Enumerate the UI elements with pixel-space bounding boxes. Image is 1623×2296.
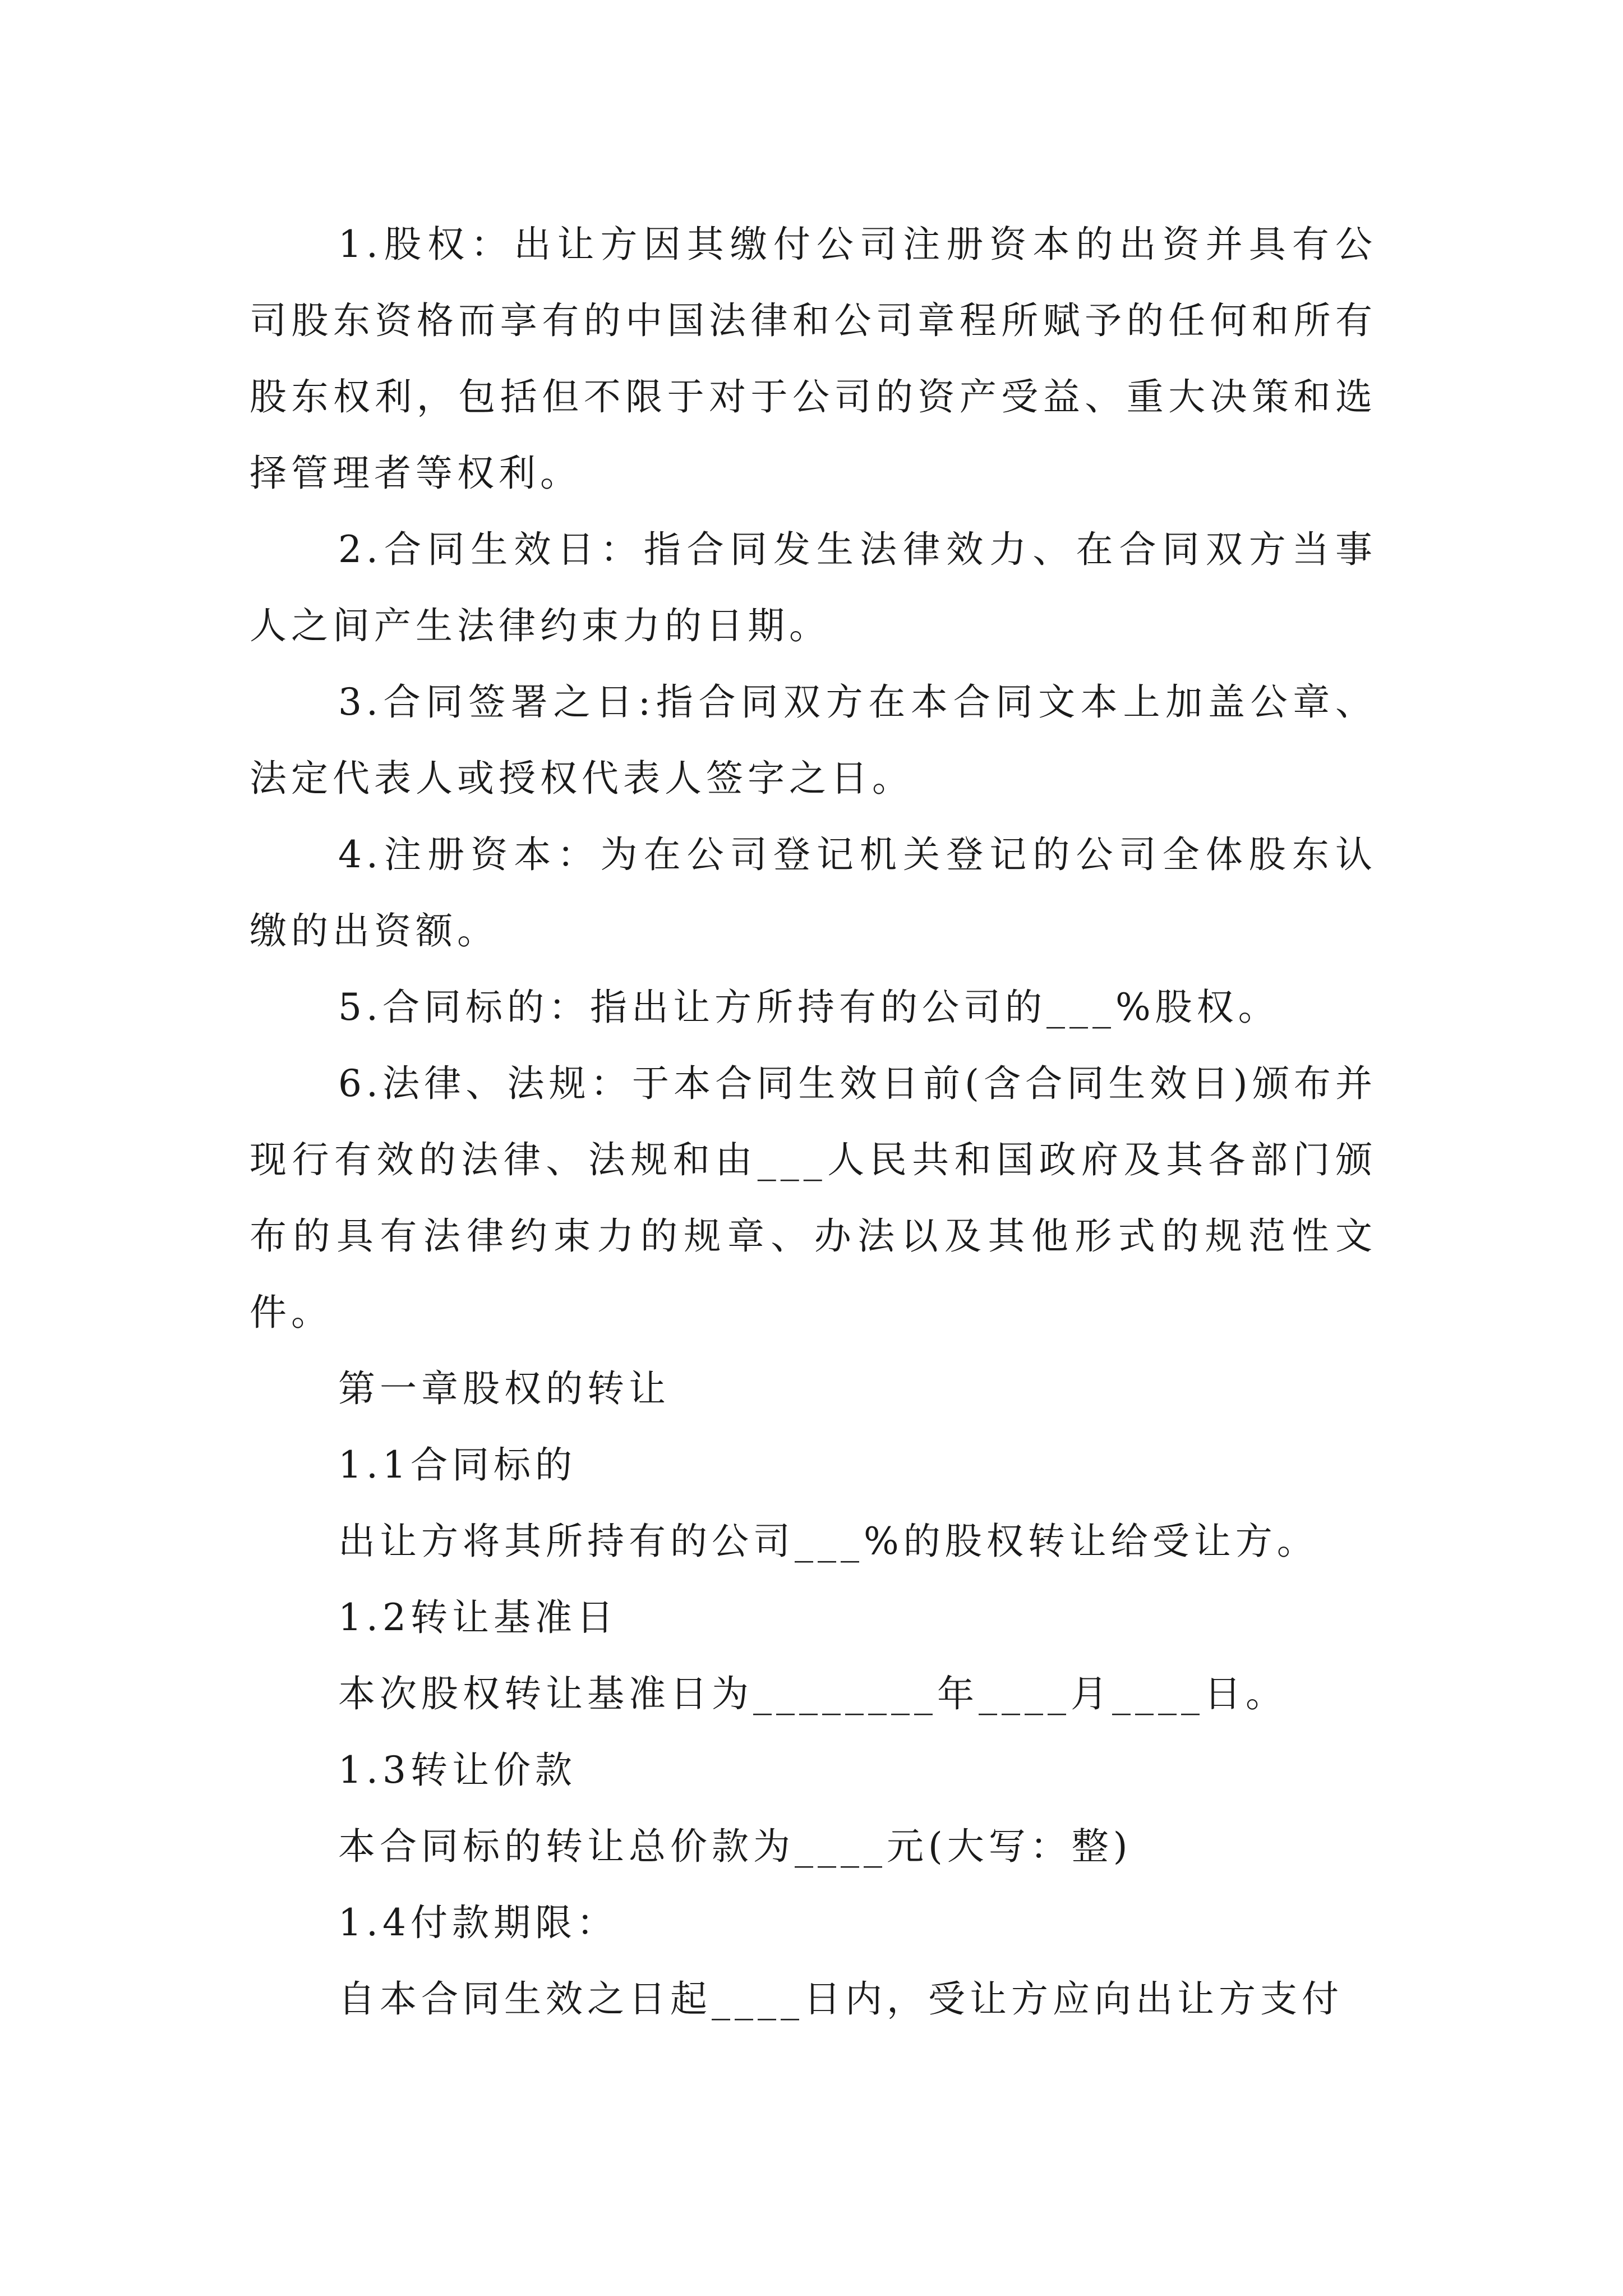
definition-laws-regulations: 6.法律、法规：于本合同生效日前(含合同生效日)颁布并现行有效的法律、法规和由___人民共和国政府及其各部门颁布的具有法律约束力的规章、办法以及其他形式的规范性文件。 — [250, 1062, 1377, 1334]
section-heading-1-2: 1.2转让基准日 — [338, 1596, 618, 1639]
definition-registered-capital: 4.注册资本：为在公司登记机关登记的公司全体股东认缴的出资额。 — [250, 833, 1377, 953]
section-text-1-4: 自本合同生效之日起____日内，受让方应向出让方支付 — [338, 1977, 1343, 2021]
section-heading-1-1: 1.1合同标的 — [338, 1443, 577, 1487]
section-heading-1-3: 1.3转让价款 — [338, 1749, 577, 1792]
section-heading-1-4: 1.4付款期限： — [338, 1901, 618, 1944]
section-text-1-3: 本合同标的转让总价款为____元(大写：整) — [338, 1825, 1132, 1868]
section-text-1-1: 出让方将其所持有的公司___%的股权转让给受让方。 — [338, 1520, 1318, 1563]
definition-effective-date: 2.合同生效日：指合同发生法律效力、在合同双方当事人之间产生法律约束力的日期。 — [250, 528, 1377, 647]
definition-equity: 1.股权：出让方因其缴付公司注册资本的出资并具有公司股东资格而享有的中国法律和公司章程所赋予的任何和所有股东权利，包括但不限于对于公司的资产受益、重大决策和选择管理者等权利。 — [250, 223, 1377, 495]
definition-signing-date: 3.合同签署之日:指合同双方在本合同文本上加盖公章、法定代表人或授权代表人签字之日。 — [250, 680, 1377, 800]
chapter-title: 第一章股权的转让 — [338, 1367, 670, 1410]
definition-contract-subject: 5.合同标的：指出让方所持有的公司的___%股权。 — [338, 986, 1280, 1029]
section-text-1-2: 本次股权转让基准日为________年____月____日。 — [338, 1672, 1287, 1715]
